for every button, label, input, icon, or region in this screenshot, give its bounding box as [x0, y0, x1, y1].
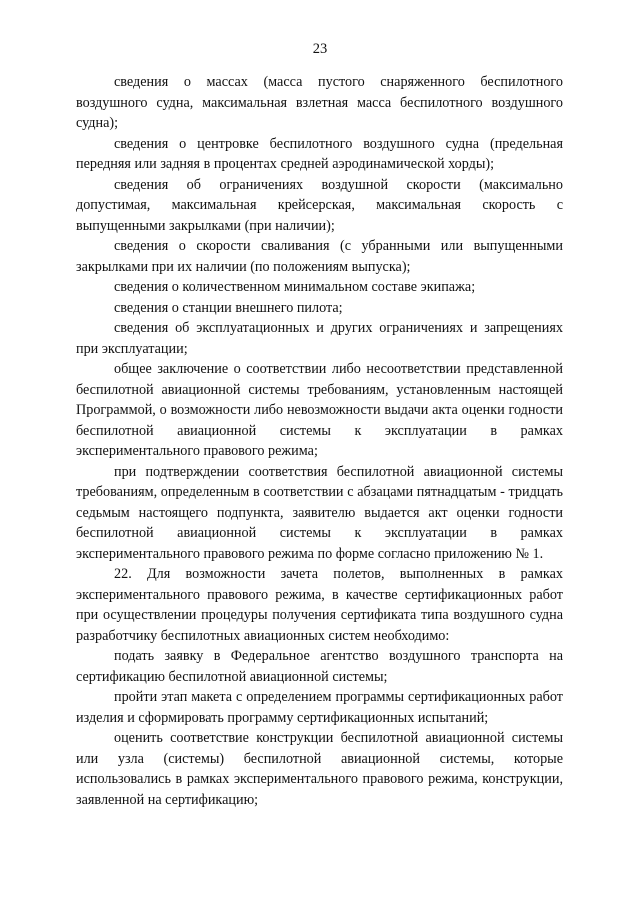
paragraph-centering-info: сведения о центровке беспилотного воздушного судна (предельная передняя или задняя в процентах средней аэродинамической хорды);: [76, 135, 563, 172]
paragraph-section-22: 22. Для возможности зачета полетов, выполненных в рамках экспериментального правового режима, в качестве сертификационных работ при осуществлении процедуры получения сертификата типа воздушного судна разработчику беспилотных авиационных систем необходимо:: [76, 566, 563, 644]
paragraph-crew-composition: сведения о количественном минимальном составе экипажа;: [114, 279, 476, 295]
paragraph-airspeed-limits: сведения об ограничениях воздушной скорости (максимально допустимая, максимальная крейсерская, максимальная скорость с выпущенными закрылками (при наличии);: [76, 176, 563, 234]
paragraph-fitness-certificate: при подтверждении соответствия беспилотной авиационной системы требованиям, определенным в соответствии с абзацами пятнадцатым - тридцать седьмым настоящего подпункта, заявителю выдается акт оценки годности беспилотной авиационной системы к эксплуатации в рамках экспериментального правового режима по форме согласно приложению № 1.: [76, 463, 563, 562]
paragraph-operational-limits: сведения об эксплуатационных и других ограничениях и запрещениях при эксплуатации;: [76, 320, 563, 357]
paragraph-submit-application: подать заявку в Федеральное агентство воздушного транспорта на сертификацию беспилотной авиационной системы;: [76, 648, 563, 685]
paragraph-mockup-stage: пройти этап макета с определением программы сертификационных работ изделия и сформировать программу сертификационных испытаний;: [76, 689, 563, 726]
paragraph-general-conclusion: общее заключение о соответствии либо несоответствии представленной беспилотной авиационной системы требованиям, установленным настоящей Программой, о возможности либо невозможности выдачи акта оценки годности беспилотной авиационной системы к эксплуатации в рамках экспериментального правового режима;: [76, 361, 563, 459]
paragraph-stall-speed: сведения о скорости сваливания (с убранными или выпущенными закрылками при их наличии (по положениям выпуска);: [76, 238, 563, 275]
document-body: [76, 72, 563, 810]
paragraph-mass-info: сведения о массах (масса пустого снаряженного беспилотного воздушного судна, максимальная взлетная масса беспилотного воздушного судна);: [76, 74, 563, 131]
paragraph-design-assessment: оценить соответствие конструкции беспилотной авиационной системы или узла (системы) беспилотной авиационной системы, которые использовались в рамках экспериментального правового режима, конструкции, заявленной на сертификацию;: [76, 730, 563, 808]
page-number: 23: [312, 41, 328, 57]
paragraph-pilot-station: сведения о станции внешнего пилота;: [114, 299, 343, 316]
